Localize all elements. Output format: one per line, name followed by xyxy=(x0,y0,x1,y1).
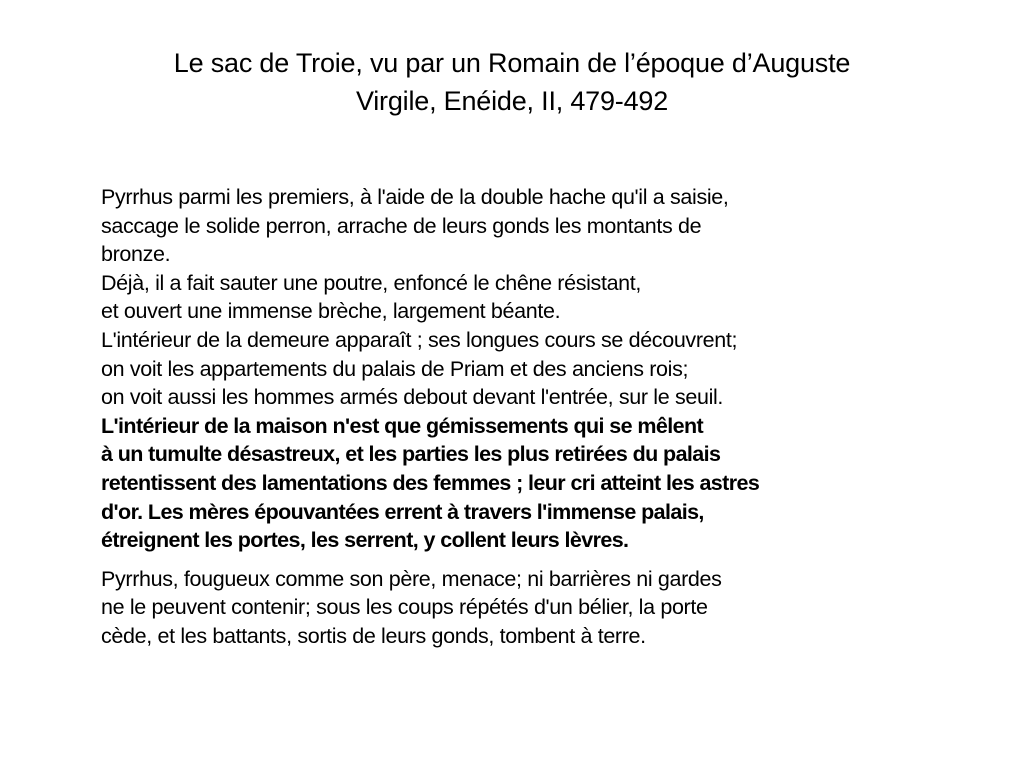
text-line: cède, et les battants, sortis de leurs gonds, tombent à terre. xyxy=(101,623,646,648)
text-line: Déjà, il a fait sauter une poutre, enfoncé le chêne résistant, xyxy=(101,270,642,295)
title-line-2: Virgile, Enéide, II, 479-492 xyxy=(355,86,669,116)
text-line: Pyrrhus parmi les premiers, à l'aide de la double hache qu'il a saisie, xyxy=(101,185,729,209)
paragraph-1 xyxy=(101,183,961,555)
bold-text-line: d'or. Les mères épouvantées errent à travers l'immense palais, xyxy=(101,499,704,524)
text-line: et ouvert une immense brèche, largement béante. xyxy=(101,299,561,324)
title-line-1: Le sac de Troie, vu par un Romain de l’époque d’Auguste xyxy=(173,48,851,78)
text-line: on voit aussi les hommes armés debout devant l'entrée, sur le seuil. xyxy=(101,385,724,410)
text-line: on voit les appartements du palais de Priam et des anciens rois; xyxy=(101,356,689,381)
slide-body xyxy=(101,183,961,651)
bold-text-line: étreignent les portes, les serrent, y collent leurs lèvres. xyxy=(101,528,629,553)
text-line: Pyrrhus, fougueux comme son père, menace; ni barrières ni gardes xyxy=(101,566,722,591)
bold-text-line: retentissent des lamentations des femmes ; leur cri atteint les astres xyxy=(101,470,760,495)
bold-text-line: L'intérieur de la maison n'est que gémissements qui se mêlent xyxy=(101,413,704,438)
paragraph-2 xyxy=(101,565,961,651)
text-line: ne le peuvent contenir; sous les coups répétés d'un bélier, la porte xyxy=(101,595,708,620)
slide-title xyxy=(60,44,964,120)
bold-text-line: à un tumulte désastreux, et les parties les plus retirées du palais xyxy=(101,442,721,467)
text-line: saccage le solide perron, arrache de leurs gonds les montants de xyxy=(101,213,702,238)
text-line: L'intérieur de la demeure apparaît ; ses longues cours se découvrent; xyxy=(101,327,738,352)
text-line: bronze. xyxy=(101,242,171,267)
